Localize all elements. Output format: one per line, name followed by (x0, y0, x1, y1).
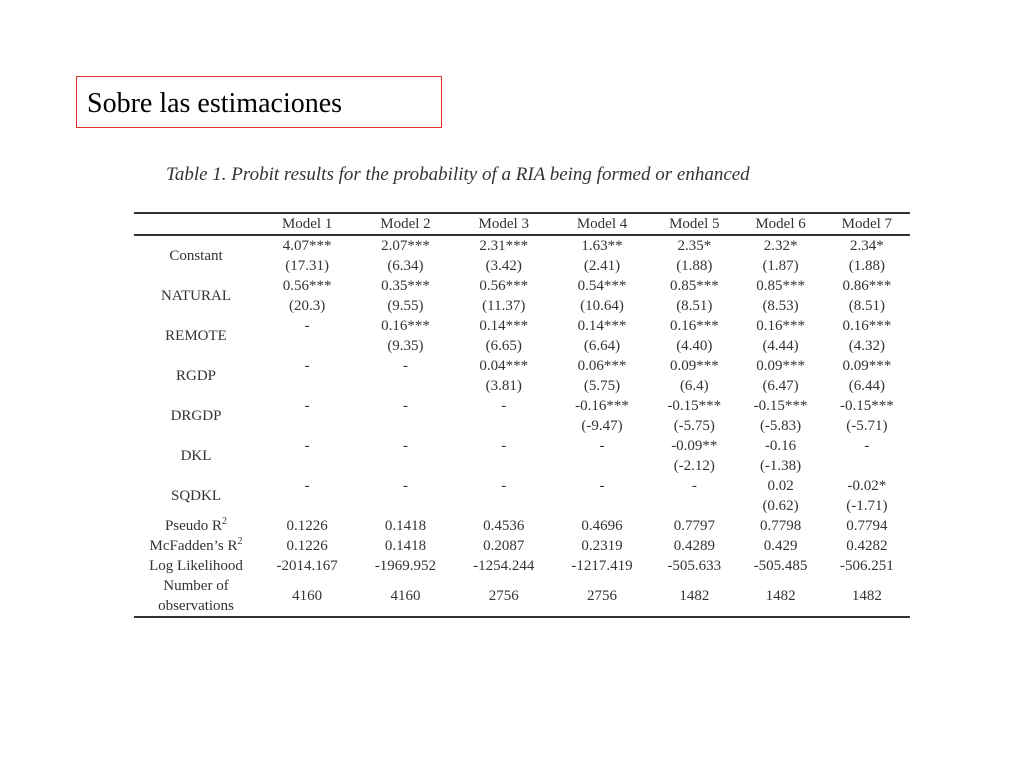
coefficient-value: -0.15*** (753, 398, 808, 414)
t-statistic-value: (-9.47) (581, 418, 623, 434)
row-label: DRGDP (170, 408, 222, 424)
t-statistic-value: (3.81) (485, 378, 522, 394)
stat-value: 0.7797 (673, 518, 715, 534)
t-statistic-value (258, 456, 356, 476)
coefficient-value: - (599, 478, 605, 494)
t-statistic-value (356, 496, 454, 516)
header-cell-empty (134, 213, 258, 235)
t-statistic-value: (8.51) (848, 298, 885, 314)
t-statistic-value: (20.3) (289, 298, 326, 314)
observations-value: 1482 (651, 576, 737, 617)
observations-value: 1482 (737, 576, 823, 617)
table-cell (455, 235, 553, 276)
t-statistic-value (553, 496, 651, 516)
coefficient-value: -0.02* (847, 478, 887, 494)
table-cell (258, 356, 356, 396)
table-cell (737, 276, 823, 316)
stat-label-superscript: 2 (222, 516, 228, 527)
stat-value: -1217.419 (571, 558, 633, 574)
coefficient-value: 0.16*** (381, 318, 430, 334)
stat-value: 0.1226 (286, 518, 328, 534)
coefficient-value: 0.56*** (282, 278, 332, 294)
observations-row (134, 576, 910, 617)
slide-title: Sobre las estimaciones (87, 88, 343, 119)
coefficient-value: - (304, 438, 310, 454)
table-cell (824, 316, 910, 356)
table-cell (651, 235, 737, 276)
t-statistic-value (258, 496, 356, 516)
t-statistic-value: (17.31) (285, 258, 330, 274)
table-cell (737, 316, 823, 356)
header-model-4: Model 4 (553, 213, 651, 235)
coefficient-value: 0.02 (767, 478, 794, 494)
t-statistic-value: (4.44) (762, 338, 799, 354)
table-cell (356, 396, 454, 436)
stat-value: 0.4282 (846, 538, 888, 554)
table-cell (455, 316, 553, 356)
table-cell (651, 396, 737, 436)
table-cell (553, 436, 651, 476)
table-cell (258, 396, 356, 436)
table-caption: Table 1. Probit results for the probability of a RIA being formed or enhanced (166, 164, 750, 185)
stat-label-text: McFadden’s R (149, 538, 238, 554)
t-statistic-value: (6.64) (583, 338, 621, 354)
table-header-row (134, 213, 910, 235)
coefficient-value: 0.85*** (756, 278, 805, 294)
t-statistic-value: (3.42) (485, 258, 522, 274)
table-cell (258, 476, 356, 516)
coefficient-value: - (501, 398, 507, 414)
coefficient-value: 2.32* (763, 238, 798, 254)
table-cell (737, 396, 823, 436)
stat-value: -1969.952 (374, 558, 437, 574)
stat-value: 0.429 (763, 538, 798, 554)
table-cell (553, 235, 651, 276)
stat-label (134, 516, 258, 536)
t-statistic-value: (-5.83) (759, 418, 802, 434)
t-statistic-value: (9.55) (387, 298, 424, 314)
coefficient-value: -0.15*** (667, 398, 722, 414)
t-statistic-value: (-1.71) (846, 498, 888, 514)
t-statistic-value (824, 456, 910, 476)
stat-value: 0.2087 (483, 538, 525, 554)
stat-label-text: Pseudo R (164, 518, 223, 534)
t-statistic-value: (1.88) (848, 258, 885, 274)
stat-value: -1254.244 (473, 558, 535, 574)
coefficient-value: 2.31*** (479, 238, 529, 254)
coefficient-value: 0.14*** (577, 318, 627, 334)
t-statistic-value: (8.51) (676, 298, 713, 314)
coefficient-value: - (402, 358, 408, 374)
stat-label-text: Log Likelihood (149, 558, 243, 574)
coefficient-value: 4.07*** (282, 238, 332, 254)
t-statistic-value (258, 416, 356, 436)
coefficient-value: 0.09*** (842, 358, 892, 374)
slide-title-box (76, 76, 442, 128)
t-statistic-value: (-5.71) (846, 418, 888, 434)
t-statistic-value: (1.88) (676, 258, 713, 274)
table-cell (824, 396, 910, 436)
t-statistic-value: (4.40) (676, 338, 713, 354)
stat-value: 0.1418 (384, 518, 427, 534)
observations-label-line1: Number of (163, 578, 229, 594)
observations-label (134, 576, 258, 617)
observations-label-line2: observations (158, 598, 234, 614)
table-cell (455, 436, 553, 476)
t-statistic-value: (9.35) (387, 338, 424, 354)
table-cell (737, 235, 823, 276)
row-label: NATURAL (161, 288, 231, 304)
t-statistic-value (258, 336, 356, 356)
t-statistic-value: (6.34) (387, 258, 424, 274)
coefficient-value: - (304, 358, 310, 374)
observations-value: 2756 (553, 576, 651, 617)
stat-value: 0.2319 (581, 538, 623, 554)
t-statistic-value: (0.62) (762, 498, 799, 514)
row-label: RGDP (175, 368, 216, 384)
t-statistic-value: (1.87) (762, 258, 799, 274)
t-statistic-value: (-5.75) (673, 418, 715, 434)
table-row (134, 316, 910, 356)
table-cell (455, 356, 553, 396)
table-cell (824, 276, 910, 316)
coefficient-value: - (691, 478, 697, 494)
t-statistic-value (258, 376, 356, 396)
t-statistic-value: (6.44) (848, 378, 885, 394)
t-statistic-value (356, 416, 454, 436)
table-cell (455, 396, 553, 436)
table-cell (737, 436, 823, 476)
coefficient-value: - (864, 438, 870, 454)
table-cell (258, 235, 356, 276)
table-cell (824, 235, 910, 276)
coefficient-value: 0.85*** (669, 278, 719, 294)
header-model-3: Model 3 (455, 213, 553, 235)
coefficient-value: - (599, 438, 605, 454)
table-row (134, 235, 910, 276)
coefficient-value: - (304, 478, 310, 494)
header-model-7: Model 7 (824, 213, 910, 235)
coefficient-value: - (402, 398, 408, 414)
observations-value: 4160 (258, 576, 356, 617)
row-label: DKL (180, 448, 212, 464)
stat-row (134, 556, 910, 576)
t-statistic-value: (8.53) (762, 298, 799, 314)
table-cell (553, 356, 651, 396)
t-statistic-value (455, 416, 553, 436)
coefficient-value: - (304, 398, 310, 414)
stat-row (134, 536, 910, 556)
t-statistic-value: (-1.38) (759, 458, 802, 474)
table-row (134, 396, 910, 436)
t-statistic-value (455, 496, 553, 516)
observations-value: 2756 (455, 576, 553, 617)
table-cell (258, 276, 356, 316)
t-statistic-value (553, 456, 651, 476)
table-cell (737, 356, 823, 396)
observations-value: 1482 (824, 576, 910, 617)
t-statistic-value: (5.75) (583, 378, 621, 394)
row-label: REMOTE (165, 328, 227, 344)
table-cell (651, 436, 737, 476)
stat-value: 0.4536 (483, 518, 525, 534)
coefficient-value: 1.63** (581, 238, 623, 254)
observations-value: 4160 (356, 576, 454, 617)
stat-label (134, 556, 258, 576)
stat-label-superscript: 2 (237, 536, 243, 547)
table-cell (356, 436, 454, 476)
table-cell (356, 316, 454, 356)
coefficient-value: 0.86*** (842, 278, 892, 294)
table-cell (258, 436, 356, 476)
coefficient-value: 0.14*** (479, 318, 529, 334)
t-statistic-value: (4.32) (848, 338, 885, 354)
table-row (134, 476, 910, 516)
table-body (134, 235, 910, 617)
table-cell (553, 396, 651, 436)
header-model-5: Model 5 (651, 213, 737, 235)
coefficient-value: 0.09*** (669, 358, 719, 374)
header-model-6: Model 6 (737, 213, 823, 235)
t-statistic-value: (6.65) (485, 338, 522, 354)
stat-value: 0.1226 (286, 538, 328, 554)
coefficient-value: 0.54*** (577, 278, 627, 294)
coefficient-value: 2.35* (677, 238, 712, 254)
t-statistic-value: (11.37) (482, 298, 526, 314)
table-cell (356, 356, 454, 396)
table-cell (455, 276, 553, 316)
coefficient-value: - (402, 478, 408, 494)
t-statistic-value: (6.47) (762, 378, 799, 394)
stat-row (134, 516, 910, 536)
stat-value: 0.1418 (384, 538, 427, 554)
header-model-2: Model 2 (356, 213, 454, 235)
t-statistic-value: (-2.12) (673, 458, 715, 474)
probit-results-table (134, 212, 910, 618)
table-cell (737, 476, 823, 516)
table-row (134, 276, 910, 316)
coefficient-value: 0.09*** (756, 358, 805, 374)
table-cell (824, 476, 910, 516)
table-cell (356, 476, 454, 516)
table-cell (824, 356, 910, 396)
coefficient-value: -0.16*** (575, 398, 629, 414)
coefficient-value: 0.16*** (669, 318, 719, 334)
table-cell (356, 235, 454, 276)
table-cell (258, 316, 356, 356)
table-cell (651, 276, 737, 316)
table-cell (824, 436, 910, 476)
t-statistic-value (356, 376, 454, 396)
coefficient-value: -0.16 (764, 438, 797, 454)
table-cell (553, 476, 651, 516)
coefficient-value: 0.35*** (381, 278, 430, 294)
stat-label (134, 536, 258, 556)
table-row (134, 356, 910, 396)
table-cell (651, 356, 737, 396)
header-model-1: Model 1 (258, 213, 356, 235)
coefficient-value: -0.15*** (839, 398, 894, 414)
table-cell (553, 316, 651, 356)
coefficient-value: 0.04*** (479, 358, 529, 374)
t-statistic-value (455, 456, 553, 476)
stat-value: -506.251 (839, 558, 894, 574)
table-cell (455, 476, 553, 516)
coefficient-value: 2.34* (849, 238, 884, 254)
t-statistic-value (356, 456, 454, 476)
stat-value: -505.485 (753, 558, 808, 574)
row-label: SQDKL (170, 488, 221, 504)
coefficient-value: - (501, 478, 507, 494)
t-statistic-value: (6.4) (679, 378, 709, 394)
table-cell (553, 276, 651, 316)
stat-value: 0.4696 (581, 518, 623, 534)
coefficient-value: 0.06*** (577, 358, 627, 374)
table-cell (356, 276, 454, 316)
row-label: Constant (169, 248, 223, 264)
coefficient-value: 0.16*** (842, 318, 892, 334)
t-statistic-value: (10.64) (580, 298, 624, 314)
table-cell (651, 316, 737, 356)
coefficient-value: -0.09** (671, 438, 718, 454)
t-statistic-value: (2.41) (583, 258, 621, 274)
coefficient-value: - (402, 438, 408, 454)
stat-value: -2014.167 (276, 558, 338, 574)
coefficient-value: 0.56*** (479, 278, 529, 294)
coefficient-value: 2.07*** (381, 238, 430, 254)
coefficient-value: - (304, 318, 310, 334)
table-cell (651, 476, 737, 516)
table-row (134, 436, 910, 476)
t-statistic-value (651, 496, 737, 516)
stat-value: -505.633 (667, 558, 722, 574)
stat-value: 0.7794 (846, 518, 888, 534)
coefficient-value: 0.16*** (756, 318, 805, 334)
stat-value: 0.4289 (673, 538, 715, 554)
coefficient-value: - (501, 438, 507, 454)
stat-value: 0.7798 (759, 518, 802, 534)
